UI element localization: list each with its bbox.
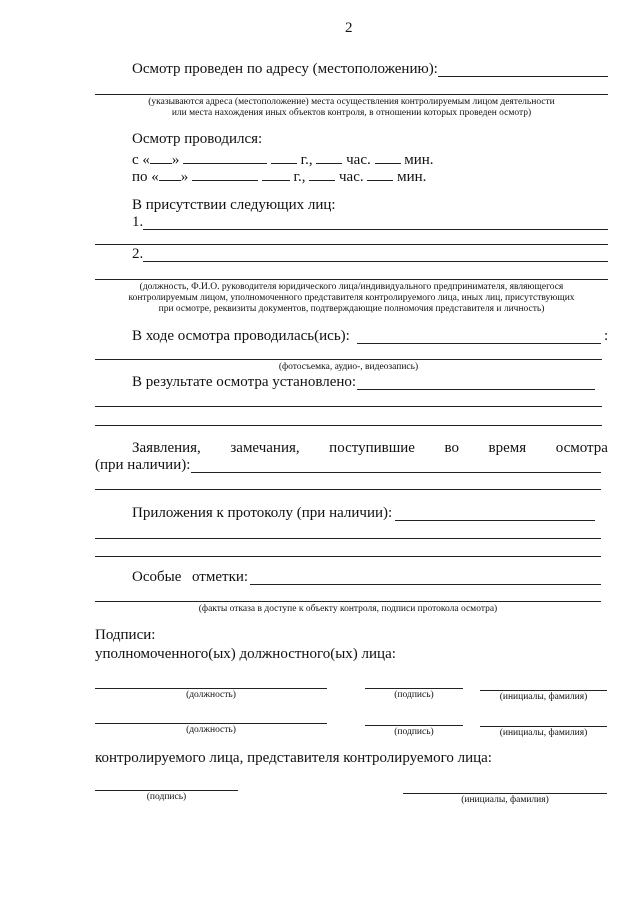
statements-line-label: (при наличии): <box>95 457 191 473</box>
presence-note-1: (должность, Ф.И.О. руководителя юридического лица/индивидуального предпринимателя, являющегося <box>139 282 564 292</box>
controlled-signature-caption: (подпись) <box>146 792 187 802</box>
position-caption-1: (должность) <box>186 690 236 700</box>
signature-caption-2: (подпись) <box>394 727 434 737</box>
special-line-2 <box>95 601 601 602</box>
time-label: Осмотр проводился: <box>132 131 263 147</box>
result-line-2 <box>95 406 602 407</box>
recording-label: В ходе осмотра проводилась(ись): <box>132 328 350 344</box>
statements-line-2 <box>95 489 601 490</box>
result-line-3 <box>95 425 602 426</box>
controlled-signature-line <box>95 790 238 791</box>
presence-line-2 <box>95 244 608 245</box>
statements-word-2: замечания, <box>230 440 300 456</box>
min-1: мин. <box>404 152 434 168</box>
recording-note: (фотосъемка, аудио-, видеозапись) <box>278 362 419 372</box>
statements-word-5: время <box>488 440 527 456</box>
recording-colon: : <box>604 328 609 344</box>
signatures-title: Подписи: <box>95 627 156 643</box>
attachments-line-1 <box>395 520 595 521</box>
presence-item-1: 1. <box>132 214 144 230</box>
attachments-line-3 <box>95 556 601 557</box>
presence-note-2: контролируемым лицом, уполномоченного представителя контролируемого лица, иных лиц, присутствующих <box>128 293 575 303</box>
special-word-1: Особые <box>132 569 182 585</box>
initials-caption-1: (инициалы, фамилия) <box>499 692 588 702</box>
officials-label: уполномоченного(ых) должностного(ых) лица: <box>95 646 396 662</box>
attachments-line-2 <box>95 538 601 539</box>
special-word-2: отметки: <box>192 569 249 585</box>
special-note: (факты отказа в доступе к объекту контроля, подписи протокола осмотра) <box>198 604 498 614</box>
hour-1: час. <box>346 152 371 168</box>
special-line-1 <box>250 584 601 585</box>
statements-line-1 <box>191 472 601 473</box>
initials-line-1 <box>480 690 607 691</box>
statements-word-4: во <box>444 440 459 456</box>
presence-line-3 <box>143 261 608 262</box>
position-caption-2: (должность) <box>186 725 236 735</box>
recording-line-2 <box>95 359 602 360</box>
result-line-1 <box>357 389 595 390</box>
recording-line-1 <box>357 343 601 344</box>
initials-caption-2: (инициалы, фамилия) <box>499 728 588 738</box>
presence-line-4 <box>95 279 608 280</box>
from-prefix: с « <box>132 152 150 168</box>
initials-line-2 <box>480 726 607 727</box>
controlled-label: контролируемого лица, представителя контролируемого лица: <box>95 750 492 766</box>
quote-close-1: » <box>171 152 180 168</box>
year-2: г., <box>293 169 306 185</box>
signature-caption-1: (подпись) <box>394 690 434 700</box>
signature-line-1 <box>365 688 463 689</box>
min-2: мин. <box>397 169 427 185</box>
quote-close-2: » <box>180 169 189 185</box>
statements-row <box>132 440 608 457</box>
presence-label: В присутствии следующих лиц: <box>132 197 336 213</box>
position-line-1 <box>95 688 327 689</box>
time-to-row <box>132 167 426 186</box>
presence-item-2: 2. <box>132 246 144 262</box>
statements-word-3: поступившие <box>329 440 415 456</box>
signature-line-2 <box>365 725 463 726</box>
position-line-2 <box>95 723 327 724</box>
result-label: В результате осмотра установлено: <box>132 374 357 390</box>
address-label: Осмотр проведен по адресу (местоположению): <box>132 61 438 77</box>
address-note-2: или места нахождения иных объектов контроля, в отношении которых проведен осмотр) <box>171 108 532 118</box>
statements-word-6: осмотра <box>555 440 608 456</box>
controlled-initials-caption: (инициалы, фамилия) <box>461 795 549 805</box>
presence-line-1 <box>143 229 608 230</box>
statements-word-1: Заявления, <box>132 440 201 456</box>
presence-note-3: при осмотре, реквизиты документов, подтверждающие полномочия представителя и личность) <box>158 304 545 314</box>
address-line-1 <box>438 76 608 77</box>
hour-2: час. <box>339 169 364 185</box>
year-1: г., <box>300 152 313 168</box>
address-line-2 <box>95 94 608 95</box>
page-number: 2 <box>345 20 353 36</box>
attachments-label: Приложения к протоколу (при наличии): <box>132 505 393 521</box>
to-prefix: по « <box>132 169 159 185</box>
controlled-initials-line <box>403 793 607 794</box>
address-note-1: (указываются адреса (местоположение) места осуществления контролируемым лицом деятельности <box>148 97 555 107</box>
